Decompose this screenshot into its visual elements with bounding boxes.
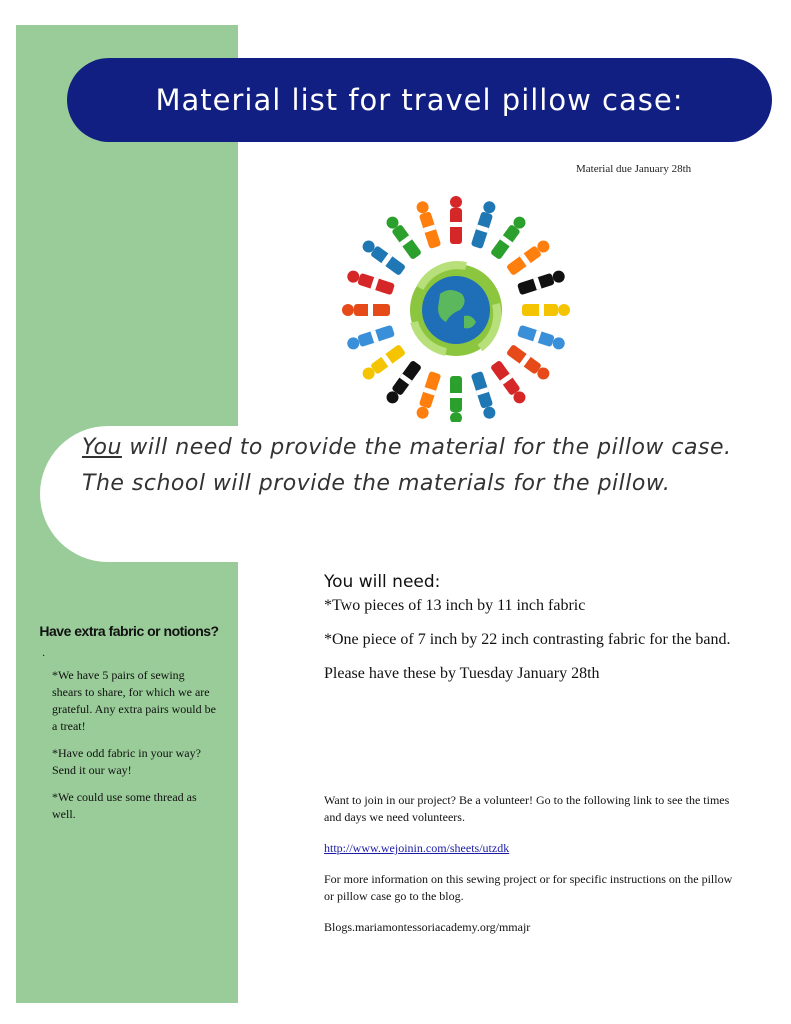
- globe-recycle-people-icon: [336, 192, 576, 422]
- person-figure: [384, 214, 422, 260]
- person-figure: [490, 214, 528, 260]
- blog-address: Blogs.mariamontessoriacademy.org/mmajr: [324, 920, 531, 934]
- person-figure: [360, 238, 406, 276]
- person-figure: [522, 304, 570, 316]
- sidebar-notes: [36, 622, 222, 833]
- volunteer-section: [324, 792, 734, 950]
- due-date: Material due January 28th: [576, 163, 692, 175]
- needs-item: *One piece of 7 inch by 22 inch contrasting fabric for the band.: [324, 631, 731, 648]
- materials-needed: [324, 572, 744, 696]
- intro-text: [82, 430, 762, 502]
- needs-item: *Two pieces of 13 inch by 11 inch fabric: [324, 597, 586, 614]
- sidebar-item: *We have 5 pairs of sewing shears to share, for which we are grateful. Any extra pairs would be a treat!: [52, 668, 216, 733]
- person-figure: [517, 269, 566, 295]
- sidebar-dot: .: [42, 648, 46, 659]
- person-figure: [415, 200, 441, 249]
- person-figure: [346, 269, 395, 295]
- person-figure: [490, 360, 528, 406]
- person-figure: [360, 344, 406, 382]
- intro-emphasis: You: [82, 435, 122, 460]
- volunteer-link-wrap: [324, 840, 734, 857]
- sidebar-item: *Have odd fabric in your way? Send it our way!: [52, 746, 201, 777]
- volunteer-text: Want to join in our project? Be a volunteer! Go to the following link to see the times and days we need volunteers.: [324, 793, 730, 824]
- sidebar-item: *We could use some thread as well.: [52, 790, 197, 821]
- person-figure: [384, 360, 422, 406]
- more-info-text: For more information on this sewing project or for specific instructions on the pillow or pillow case go to the blog.: [324, 872, 733, 903]
- page-title: Material list for travel pillow case:: [67, 58, 772, 142]
- person-figure: [450, 376, 462, 422]
- needs-deadline: Please have these by Tuesday January 28th: [324, 665, 600, 682]
- person-figure: [415, 371, 441, 420]
- person-figure: [471, 200, 497, 249]
- sidebar-heading: Have extra fabric or notions?: [39, 623, 219, 639]
- needs-heading: You will need:: [324, 572, 441, 592]
- intro-rest: will need to provide the material for the pillow case. The school will provide the materials for the pillow.: [82, 435, 732, 496]
- person-figure: [517, 325, 566, 351]
- person-figure: [342, 304, 390, 316]
- person-figure: [450, 196, 462, 244]
- person-figure: [506, 344, 552, 382]
- volunteer-link[interactable]: http://www.wejoinin.com/sheets/utzdk: [324, 841, 510, 855]
- person-figure: [471, 371, 497, 420]
- person-figure: [346, 325, 395, 351]
- person-figure: [506, 238, 552, 276]
